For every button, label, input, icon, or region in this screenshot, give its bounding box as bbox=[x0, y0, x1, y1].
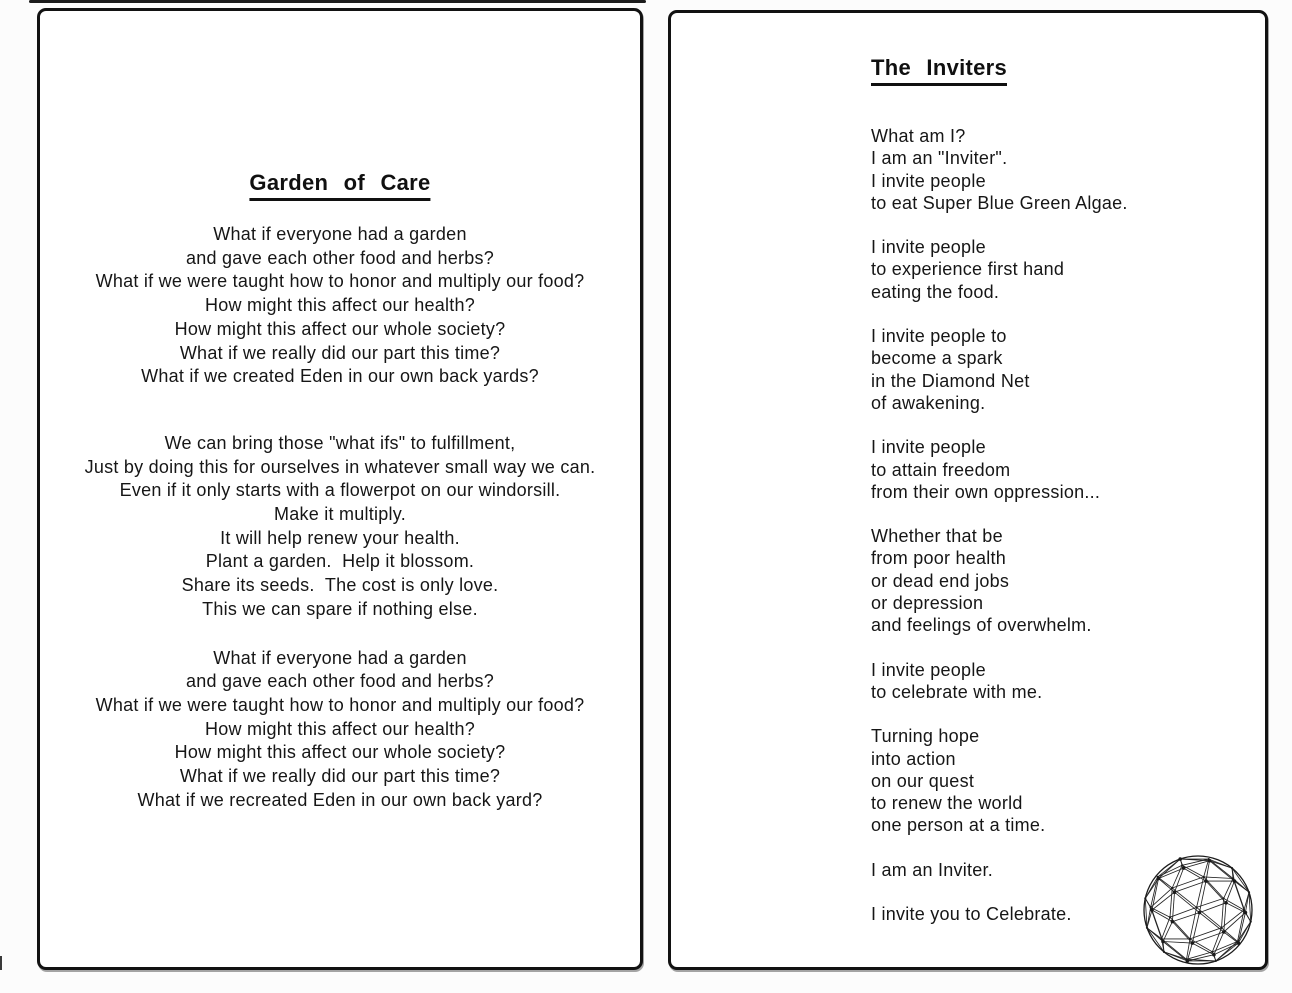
stanza bbox=[871, 325, 1128, 414]
poem-line: What if we were taught how to honor and multiply our food? bbox=[95, 271, 585, 292]
poem-line: What if we really did our part this time? bbox=[179, 342, 501, 363]
poem-line: What am I? bbox=[871, 126, 966, 146]
stanza bbox=[871, 725, 1128, 836]
stanza bbox=[871, 436, 1128, 503]
poem-line: Plant a garden. Help it blossom. bbox=[205, 551, 475, 572]
poem-line: eating the food. bbox=[871, 281, 1000, 302]
poem-line: or dead end jobs bbox=[871, 570, 1010, 591]
poem-line: How might this affect our whole society? bbox=[174, 318, 506, 339]
scan-artifact-speck bbox=[0, 956, 2, 970]
poem-line: Just by doing this for ourselves in whatever small way we can. bbox=[84, 456, 596, 477]
poem-line: What if we really did our part this time? bbox=[179, 766, 501, 787]
poem-line: We can bring those "what ifs" to fulfillment, bbox=[164, 432, 516, 453]
poem-line: Even if it only starts with a flowerpot on our windorsill. bbox=[119, 480, 561, 501]
poem-line: I invite people bbox=[871, 659, 986, 680]
stanza bbox=[871, 859, 1128, 881]
poem-line: or depression bbox=[871, 593, 984, 614]
poem-line: Share its seeds. The cost is only love. bbox=[181, 575, 499, 596]
poem-line: from poor health bbox=[871, 548, 1007, 569]
poem-line: to experience first hand bbox=[871, 259, 1065, 280]
poem-line: to eat Super Blue Green Algae. bbox=[871, 192, 1128, 213]
scan-artifact-top-line bbox=[29, 0, 646, 3]
poem-line: What if we recreated Eden in our own back yard? bbox=[137, 789, 543, 810]
poem-line: to renew the world bbox=[871, 793, 1023, 814]
poem-line: on our quest bbox=[871, 770, 975, 791]
poem-line: I invite people to bbox=[871, 326, 1007, 347]
right-page bbox=[668, 10, 1268, 970]
poem-line: How might this affect our health? bbox=[204, 295, 476, 316]
poem-line: This we can spare if nothing else. bbox=[202, 598, 478, 619]
right-poem bbox=[871, 125, 1128, 947]
stanza bbox=[871, 236, 1128, 303]
left-page-title: Garden of Care bbox=[249, 171, 430, 201]
poem-line: Whether that be bbox=[871, 526, 1003, 547]
left-page bbox=[37, 8, 643, 970]
stanza bbox=[871, 525, 1128, 636]
poem-line: What if everyone had a garden bbox=[213, 224, 467, 244]
poem-line: I invite people bbox=[871, 437, 986, 458]
stanza bbox=[40, 432, 640, 622]
stanza bbox=[40, 647, 640, 813]
stanza bbox=[871, 903, 1128, 925]
poem-line: I invite people bbox=[871, 170, 986, 191]
poem-line: into action bbox=[871, 748, 956, 769]
poem-line: Turning hope bbox=[871, 726, 980, 747]
poem-line: I am an "Inviter". bbox=[871, 148, 1008, 169]
right-page-title: The Inviters bbox=[871, 56, 1007, 86]
poem-line: one person at a time. bbox=[871, 815, 1046, 836]
poem-line: What if everyone had a garden bbox=[213, 647, 467, 668]
poem-line: become a spark bbox=[871, 348, 1003, 369]
poem-line: What if we were taught how to honor and multiply our food? bbox=[95, 694, 585, 715]
geodesic-sphere-icon bbox=[1140, 852, 1256, 968]
left-poem bbox=[40, 223, 640, 812]
poem-line: and gave each other food and herbs? bbox=[186, 247, 494, 268]
poem-line: from their own oppression... bbox=[871, 481, 1101, 502]
poem-line: to celebrate with me. bbox=[871, 681, 1043, 702]
poem-line: of awakening. bbox=[871, 392, 986, 413]
poem-line: I am an Inviter. bbox=[871, 859, 994, 880]
poem-line: It will help renew your health. bbox=[220, 527, 460, 548]
poem-line: How might this affect our whole society? bbox=[174, 742, 506, 763]
poem-line: What if we created Eden in our own back yards? bbox=[141, 366, 539, 387]
poem-line: I invite you to Celebrate. bbox=[871, 904, 1072, 925]
stanza bbox=[40, 223, 640, 389]
poem-line: How might this affect our health? bbox=[204, 718, 476, 739]
poem-line: I invite people bbox=[871, 237, 986, 258]
poem-line: to attain freedom bbox=[871, 459, 1011, 480]
stanza bbox=[871, 659, 1128, 704]
poem-line: and feelings of overwhelm. bbox=[871, 615, 1092, 636]
poem-line: and gave each other food and herbs? bbox=[186, 671, 494, 692]
poem-line: Make it multiply. bbox=[274, 504, 406, 525]
stanza bbox=[871, 125, 1128, 214]
poem-line: in the Diamond Net bbox=[871, 370, 1030, 391]
